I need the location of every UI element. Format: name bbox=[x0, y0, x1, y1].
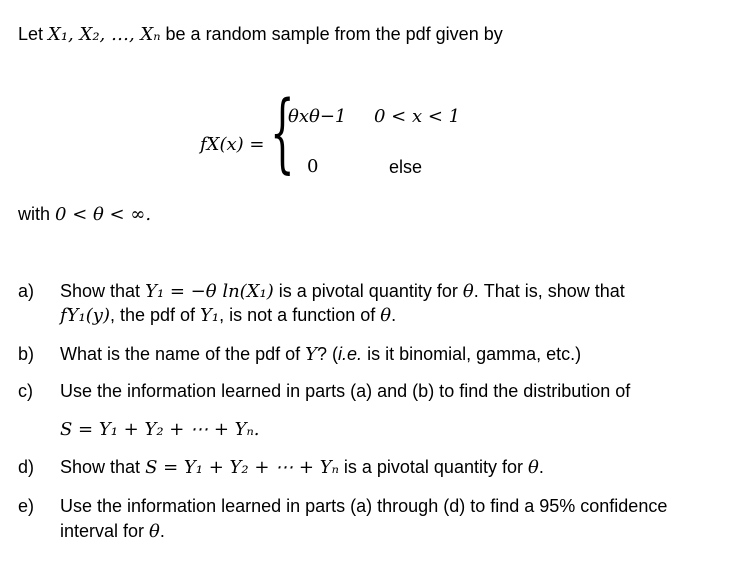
part-a-label: a) bbox=[18, 281, 35, 301]
part-a-text-5: , is not a function of bbox=[219, 305, 381, 325]
pdf-case1-expr: θxθ−1 bbox=[288, 106, 347, 127]
constraint-line bbox=[18, 203, 151, 226]
part-a-text-4: , the pdf of bbox=[109, 305, 201, 325]
intro-line bbox=[18, 23, 503, 46]
part-d-text-1: Show that bbox=[60, 457, 146, 477]
pdf-case2-expr: 0 bbox=[307, 156, 319, 177]
part-a-line1 bbox=[60, 280, 625, 303]
part-a-theta: θ bbox=[462, 281, 474, 302]
part-e-line1: Use the information learned in parts (a) through (d) to find a 95% confidence bbox=[60, 496, 668, 516]
part-a-math-fy: fY₁(y) bbox=[60, 305, 110, 326]
part-b-text-3: is it binomial, gamma, etc.) bbox=[362, 344, 582, 364]
part-c-label: c) bbox=[18, 381, 33, 401]
part-b-text-2: ? ( bbox=[317, 344, 339, 364]
part-e-text-2: . bbox=[159, 521, 165, 541]
part-e-theta: θ bbox=[149, 521, 160, 542]
part-b-line bbox=[60, 343, 581, 366]
part-d-text-2: is a pivotal quantity for bbox=[338, 457, 528, 477]
part-a-text-3: . That is, show that bbox=[473, 281, 625, 301]
pdf-case2-cond: else bbox=[389, 157, 423, 177]
part-e-line2 bbox=[60, 520, 165, 543]
part-a-math-y1b: Y₁ bbox=[200, 305, 220, 326]
part-b-label: b) bbox=[18, 344, 35, 364]
part-d-theta: θ bbox=[527, 457, 539, 478]
part-e-label: e) bbox=[18, 496, 35, 516]
constraint-expr: 0 < θ < ∞. bbox=[55, 204, 152, 225]
intro-sample-vars: X₁, X₂, …, Xₙ bbox=[48, 24, 161, 45]
part-d-line bbox=[60, 456, 544, 479]
part-e-text-1: interval for bbox=[60, 521, 150, 541]
part-b-math-y: Y bbox=[305, 344, 318, 365]
part-a-text-6: . bbox=[391, 305, 397, 325]
constraint-prefix: with bbox=[18, 204, 56, 224]
part-a-text-2: is a pivotal quantity for bbox=[273, 281, 463, 301]
part-c-line2: S = Y₁ + Y₂ + ⋯ + Yₙ. bbox=[60, 419, 260, 440]
pdf-case1-cond: 0 < x < 1 bbox=[374, 106, 461, 127]
part-c-line1: Use the information learned in parts (a) and (b) to find the distribution of bbox=[60, 381, 631, 401]
part-a-line2 bbox=[60, 304, 396, 327]
part-b-text-1: What is the name of the pdf of bbox=[60, 344, 306, 364]
part-d-math-s: S = Y₁ + Y₂ + ⋯ + Yₙ bbox=[145, 457, 339, 478]
part-a-theta-2: θ bbox=[380, 305, 392, 326]
part-a-text-1: Show that bbox=[60, 281, 146, 301]
part-d-text-3: . bbox=[538, 457, 544, 477]
part-d-label: d) bbox=[18, 457, 35, 477]
part-b-ie: i.e. bbox=[338, 344, 363, 364]
brace-symbol: { bbox=[270, 83, 295, 183]
intro-prefix: Let bbox=[18, 24, 49, 44]
intro-suffix: be a random sample from the pdf given by bbox=[160, 24, 503, 44]
part-a-math-y1: Y₁ = −θ ln(X₁) bbox=[145, 281, 274, 302]
pdf-lhs: fX(x) = bbox=[200, 134, 265, 155]
